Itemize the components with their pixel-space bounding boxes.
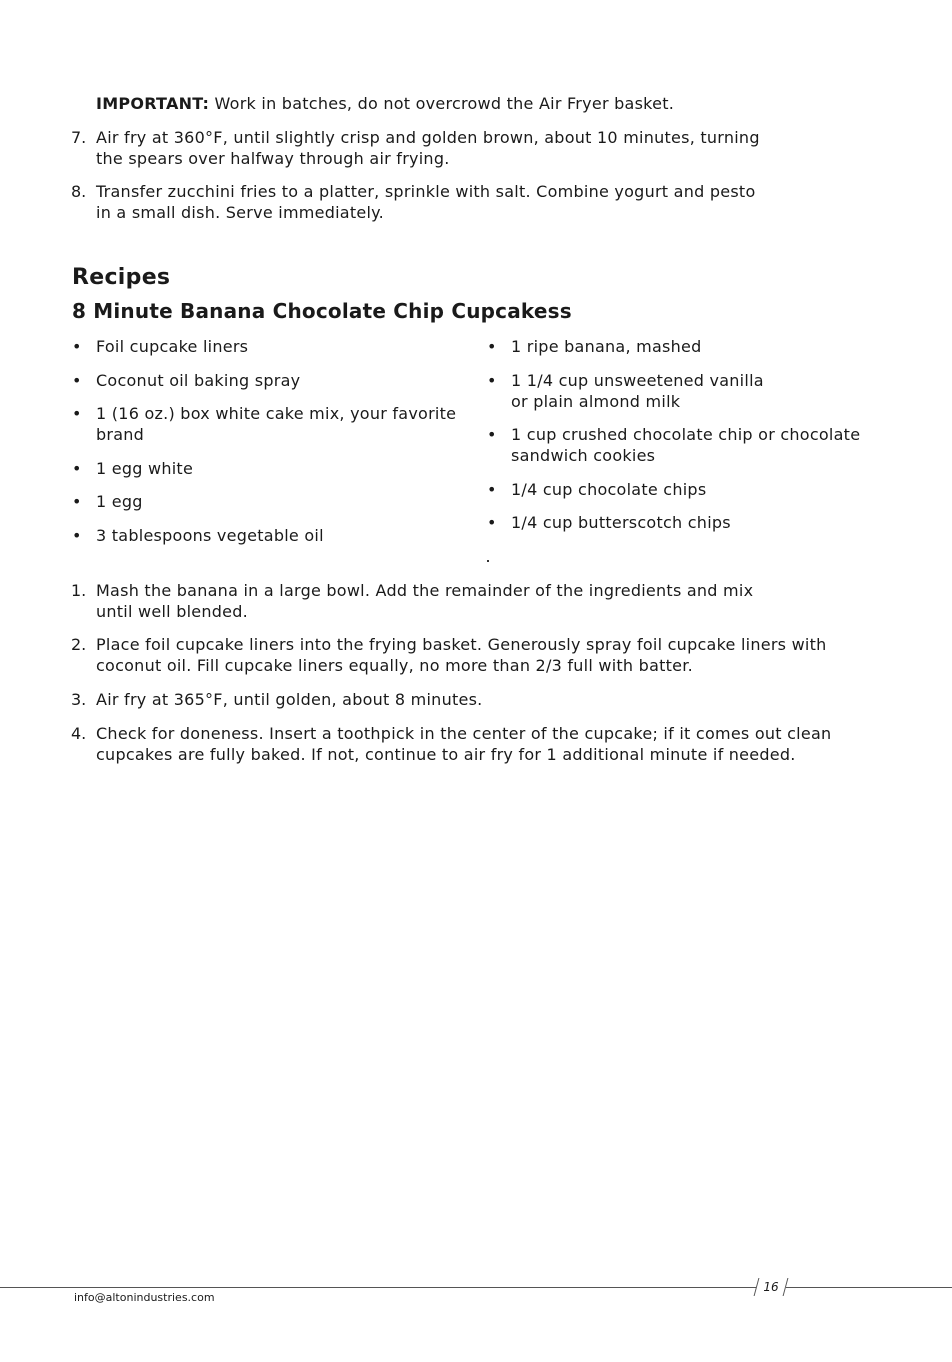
section-title: Recipes bbox=[72, 265, 171, 290]
direction-text: Air fry at 365°F, until golden, about 8 minutes. bbox=[96, 690, 483, 709]
ingredient-item: 1/4 cup chocolate chips bbox=[511, 480, 707, 499]
ingredient-item: 3 tablespoons vegetable oil bbox=[96, 526, 324, 545]
footer-divider bbox=[0, 1287, 952, 1288]
bullet-icon: • bbox=[72, 337, 82, 356]
step-text: Transfer zucchini fries to a platter, sprinkle with salt. Combine yogurt and pesto bbox=[96, 182, 756, 201]
bullet-icon: • bbox=[487, 371, 497, 390]
ingredient-item: 1 cup crushed chocolate chip or chocolate bbox=[511, 425, 861, 444]
direction-number: 4. bbox=[71, 724, 87, 743]
bullet-icon: • bbox=[72, 371, 82, 390]
important-text: Work in batches, do not overcrowd the Air Fryer basket. bbox=[209, 94, 675, 113]
bullet-icon: • bbox=[487, 425, 497, 444]
step-text: in a small dish. Serve immediately. bbox=[96, 203, 384, 222]
bullet-icon: • bbox=[487, 480, 497, 499]
ingredient-item: 1/4 cup butterscotch chips bbox=[511, 513, 731, 532]
ingredient-item: Coconut oil baking spray bbox=[96, 371, 301, 390]
recipe-title: 8 Minute Banana Chocolate Chip Cupcakess bbox=[72, 299, 572, 323]
ingredient-item: 1 egg white bbox=[96, 459, 194, 478]
bullet-icon: • bbox=[72, 404, 82, 423]
ingredient-item: 1 ripe banana, mashed bbox=[511, 337, 702, 356]
ingredient-item-cont: brand bbox=[96, 425, 145, 444]
step-text: Air fry at 360°F, until slightly crisp and golden brown, about 10 minutes, turning bbox=[96, 128, 760, 147]
important-note bbox=[96, 93, 674, 114]
bullet-icon: • bbox=[72, 459, 82, 478]
direction-text: coconut oil. Fill cupcake liners equally, no more than 2/3 full with batter. bbox=[96, 656, 693, 675]
step-text: the spears over halfway through air frying. bbox=[96, 149, 450, 168]
direction-number: 3. bbox=[71, 690, 87, 709]
direction-text: until well blended. bbox=[96, 602, 249, 621]
ingredient-item: 1 egg bbox=[96, 492, 143, 511]
direction-text: cupcakes are fully baked. If not, continue to air fry for 1 additional minute if needed. bbox=[96, 745, 796, 764]
ingredient-item: Foil cupcake liners bbox=[96, 337, 249, 356]
important-label: IMPORTANT: bbox=[96, 94, 210, 113]
ingredient-item-cont: sandwich cookies bbox=[511, 446, 656, 465]
direction-number: 1. bbox=[71, 581, 87, 600]
page-number: 16 bbox=[756, 1280, 786, 1294]
ingredient-item-cont: or plain almond milk bbox=[511, 392, 681, 411]
step-number: 7. bbox=[71, 128, 87, 147]
step-number: 8. bbox=[71, 182, 87, 201]
bullet-icon: • bbox=[487, 513, 497, 532]
stray-dot bbox=[487, 560, 489, 562]
bullet-icon: • bbox=[72, 526, 82, 545]
direction-number: 2. bbox=[71, 635, 87, 654]
bullet-icon: • bbox=[487, 337, 497, 356]
footer-email: info@altonindustries.com bbox=[74, 1291, 215, 1304]
direction-text: Place foil cupcake liners into the frying basket. Generously spray foil cupcake liners with bbox=[96, 635, 827, 654]
direction-text: Mash the banana in a large bowl. Add the remainder of the ingredients and mix bbox=[96, 581, 754, 600]
bullet-icon: • bbox=[72, 492, 82, 511]
ingredient-item: 1 (16 oz.) box white cake mix, your favorite bbox=[96, 404, 457, 423]
direction-text: Check for doneness. Insert a toothpick in the center of the cupcake; if it comes out clean bbox=[96, 724, 832, 743]
ingredient-item: 1 1/4 cup unsweetened vanilla bbox=[511, 371, 764, 390]
